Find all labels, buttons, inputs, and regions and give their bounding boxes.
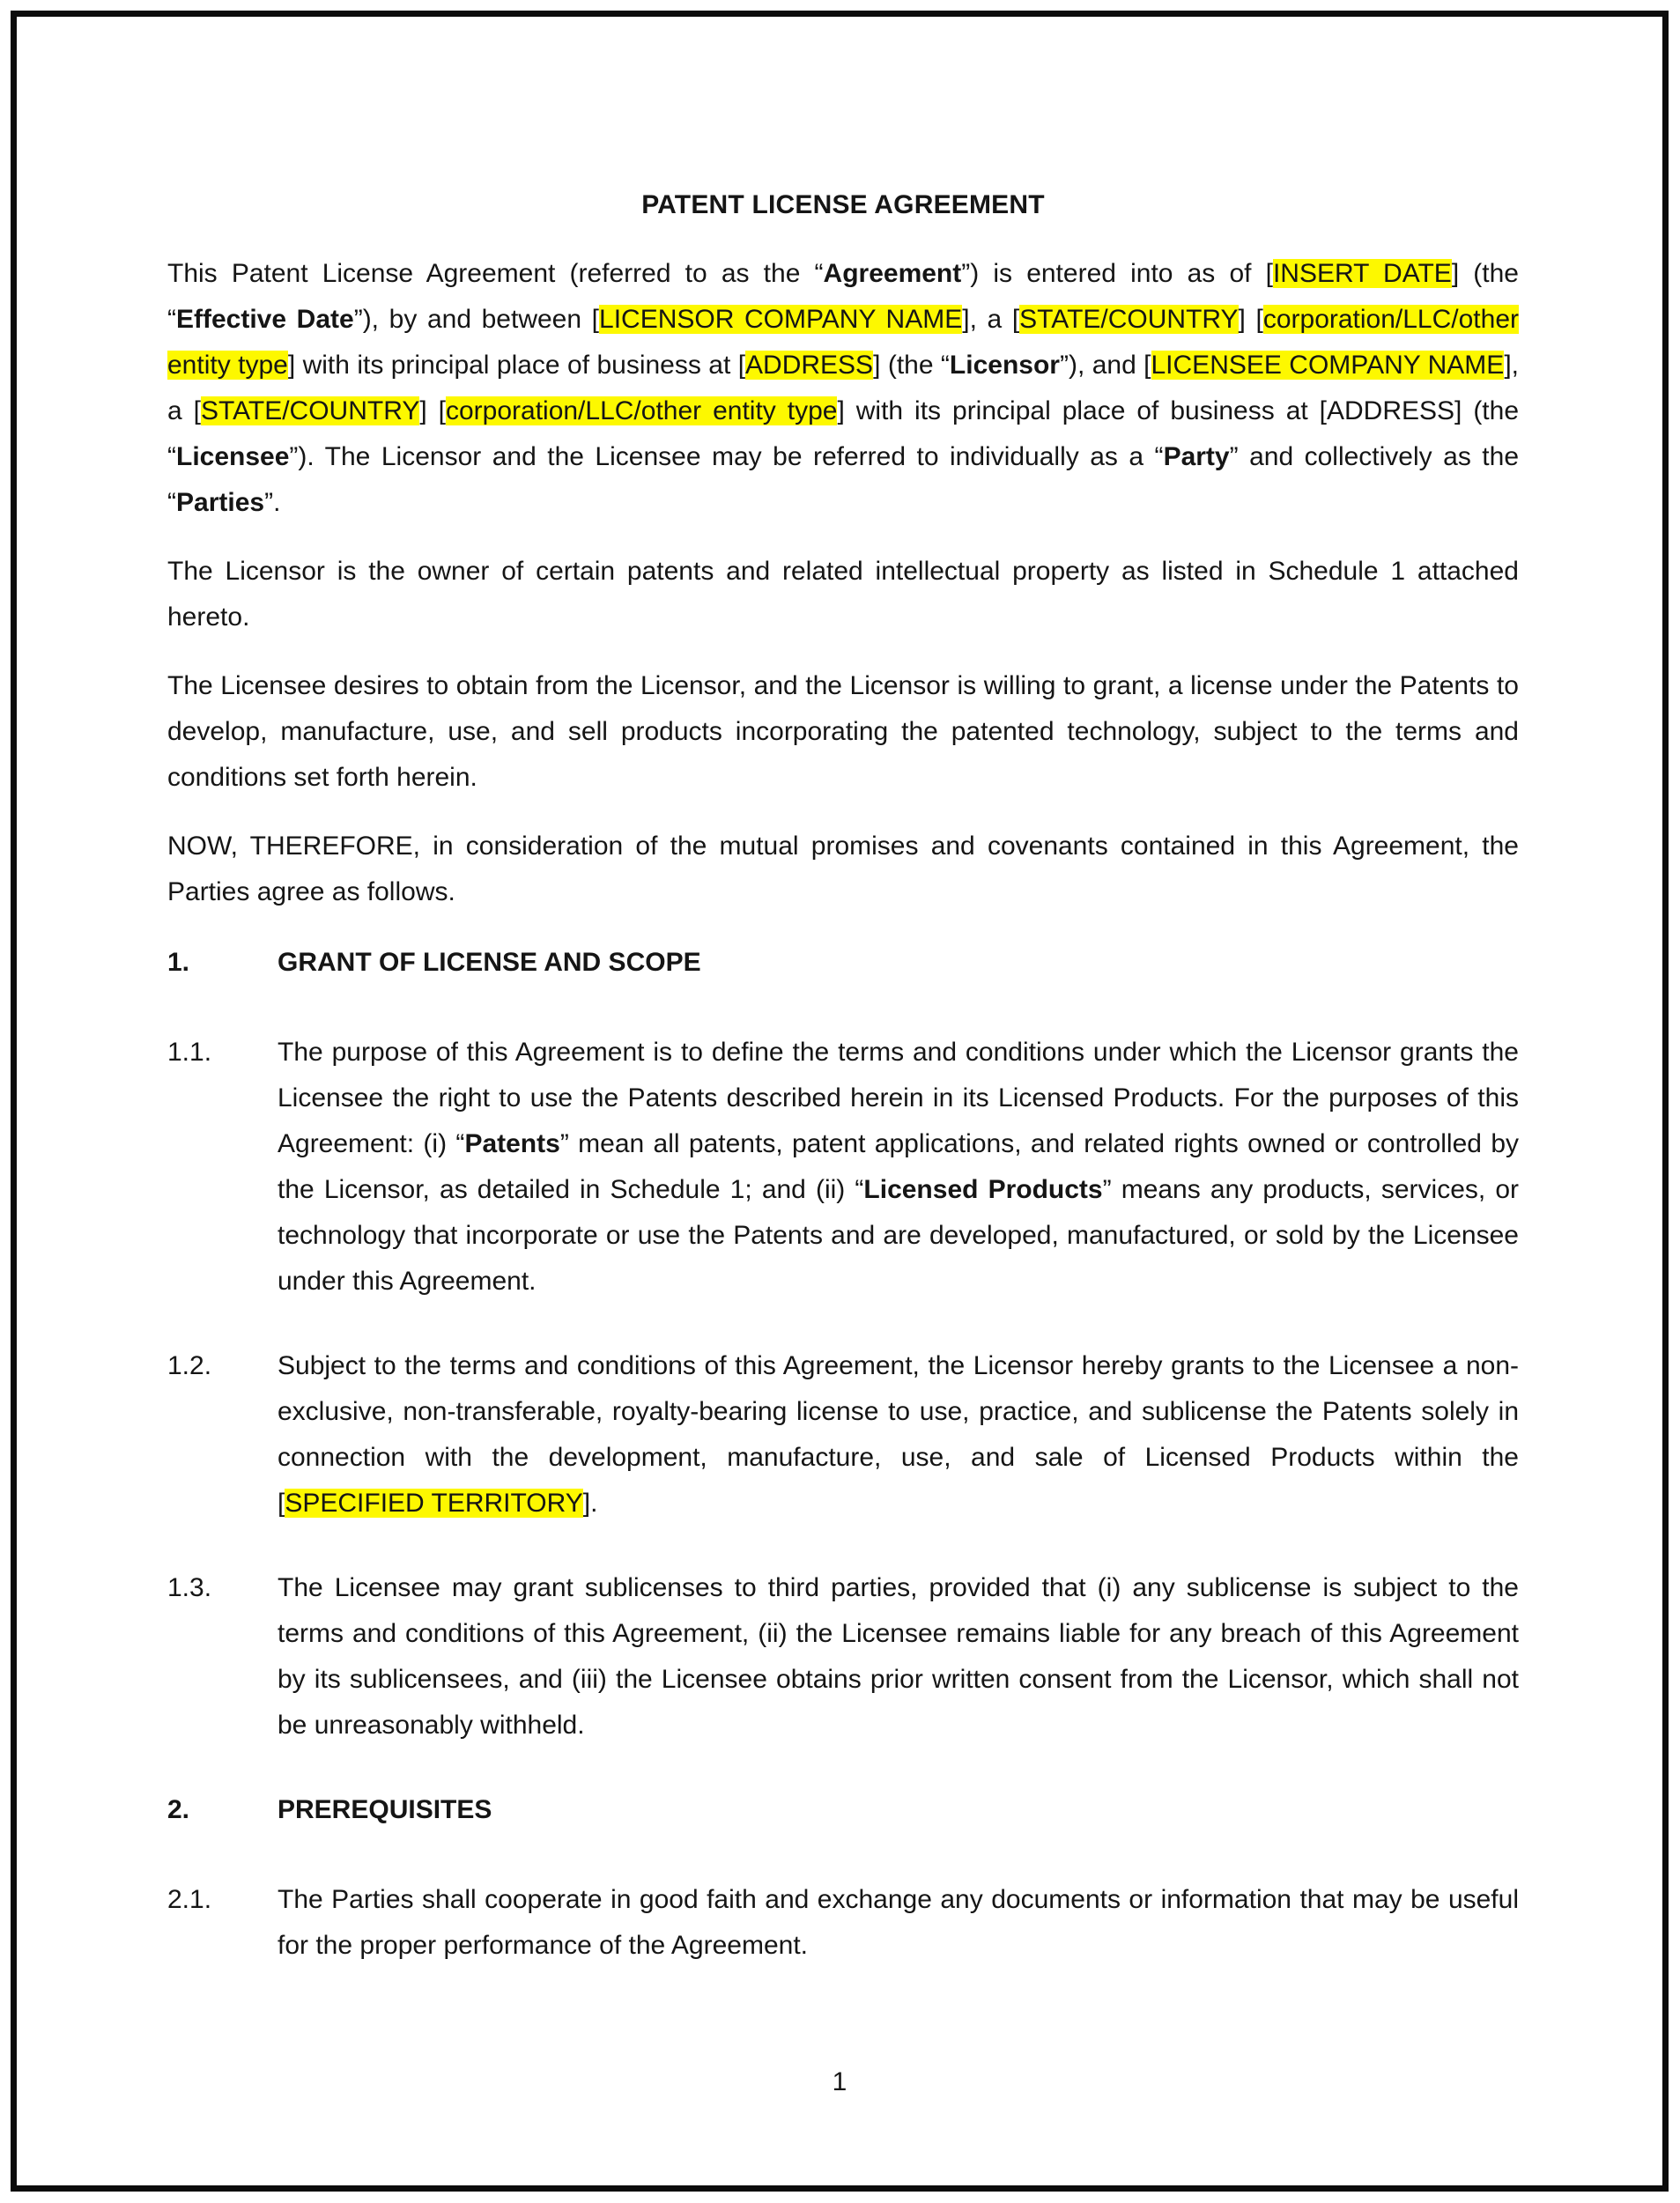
text-run: The Licensor is the owner of certain patents and related intellectual property as listed in Schedule 1 attached hereto. xyxy=(167,557,1519,632)
section-number: 2. xyxy=(167,1795,190,1824)
text-run: ” mean all patents, patent applications, and related rights owned or controlled by the Licensor, as detailed in Schedule 1; and (ii) “ xyxy=(278,1129,1520,1204)
text-run: PREREQUISITES xyxy=(278,1795,492,1824)
highlighted-placeholder: ADDRESS xyxy=(745,351,874,380)
text-run: ] [ xyxy=(419,396,446,425)
text-run: ”) is entered into as of [ xyxy=(961,259,1273,288)
highlighted-placeholder: LICENSEE COMPANY NAME xyxy=(1151,351,1505,380)
paragraph-text xyxy=(167,824,1519,915)
text-run: Patents xyxy=(464,1129,560,1158)
text-run: ] [ xyxy=(1238,305,1263,334)
highlighted-placeholder: SPECIFIED TERRITORY xyxy=(285,1489,583,1518)
text-run: NOW, THEREFORE, in consideration of the mutual promises and covenants contained in this Agreement, the Parties agree as follows. xyxy=(167,832,1519,906)
text-run: Licensee xyxy=(176,442,290,471)
text-run: ]. xyxy=(582,1489,598,1518)
paragraph-text xyxy=(167,549,1519,640)
highlighted-placeholder: corporation/LLC/other entity type xyxy=(445,396,838,425)
text-run: ”. xyxy=(264,488,281,517)
paragraph-text xyxy=(278,1787,492,1833)
text-run: Subject to the terms and conditions of this Agreement, the Licensor hereby grants to the Licensee a non-exclusive, non-transferable, royalty-bearing license to use, practice, and sublicense the Patents solely in connection with the development, manufacture, use, and sale of Licensed Products within the [ xyxy=(278,1351,1519,1518)
text-run: The Licensee desires to obtain from the Licensor, and the Licensor is willing to grant, a license under the Patents to develop, manufacture, use, and sell products incorporating the patented technology, subject to the terms and conditions set forth herein. xyxy=(167,671,1519,792)
document-body xyxy=(167,251,1519,1969)
section-heading xyxy=(167,940,1519,986)
text-run: ] (the “ xyxy=(873,351,950,380)
text-run: This Patent License Agreement (referred to as the “ xyxy=(167,259,824,288)
doc-paragraph xyxy=(167,663,1519,801)
highlighted-placeholder: LICENSOR COMPANY NAME xyxy=(599,305,963,334)
doc-paragraph xyxy=(167,549,1519,640)
paragraph-text xyxy=(167,251,1519,526)
document-title: PATENT LICENSE AGREEMENT xyxy=(641,190,1045,219)
text-run: Effective Date xyxy=(176,305,354,334)
highlighted-placeholder: STATE/COUNTRY xyxy=(200,396,420,425)
section-number: 2.1. xyxy=(167,1885,212,1914)
highlighted-placeholder: corporation/LLC/other entity type xyxy=(167,305,1519,380)
text-run: ” means any products, services, or technology that incorporate or use the Patents and are developed, manufactured, or sold by the Licensee under this Agreement. xyxy=(278,1175,1520,1296)
highlighted-placeholder: STATE/COUNTRY xyxy=(1019,305,1239,334)
clause-paragraph xyxy=(167,1030,1519,1305)
section-number: 1. xyxy=(167,948,190,977)
text-run: ” and collectively as the “ xyxy=(167,442,1520,517)
section-number: 1.1. xyxy=(167,1038,212,1067)
section-heading xyxy=(167,1787,1519,1833)
paragraph-text xyxy=(278,1030,1519,1305)
text-run: The Parties shall cooperate in good faith and exchange any documents or information that may be useful for the proper performance of the Agreement. xyxy=(278,1885,1519,1960)
doc-paragraph xyxy=(167,824,1519,915)
document-page xyxy=(11,11,1669,2192)
text-run: ”), and [ xyxy=(1059,351,1151,380)
text-run: ”). The Licensor and the Licensee may be referred to individually as a “ xyxy=(289,442,1164,471)
text-run: ], a [ xyxy=(167,351,1519,425)
clause-paragraph xyxy=(167,1565,1519,1748)
paragraph-text xyxy=(278,1877,1519,1969)
doc-paragraph xyxy=(167,251,1519,526)
paragraph-text xyxy=(278,1343,1519,1527)
page-number: 1 xyxy=(832,2067,847,2096)
text-run: Parties xyxy=(176,488,265,517)
paragraph-text xyxy=(167,663,1519,801)
paragraph-text xyxy=(278,1565,1519,1748)
text-run: ”), by and between [ xyxy=(353,305,600,334)
text-run: Licensor xyxy=(949,351,1060,380)
text-run: The Licensee may grant sublicenses to third parties, provided that (i) any sublicense is subject to the terms and conditions of this Agreement, (ii) the Licensee remains liable for any breach of this Agreement by its sublicensees, and (iii) the Licensee obtains prior written consent from the Licensor, which shall not be unreasonably withheld. xyxy=(278,1573,1519,1740)
text-run: The purpose of this Agreement is to define the terms and conditions under which the Licensor grants the Licensee the right to use the Patents described herein in its Licensed Products. For the purposes of this Agreement: (i) “ xyxy=(278,1038,1519,1158)
text-run: ] (the “ xyxy=(167,259,1519,334)
text-run: Party xyxy=(1163,442,1230,471)
text-run: Licensed Products xyxy=(863,1175,1103,1204)
text-run: Agreement xyxy=(823,259,962,288)
section-number: 1.2. xyxy=(167,1351,212,1380)
clause-paragraph xyxy=(167,1877,1519,1969)
text-run: ] with its principal place of business at [ xyxy=(287,351,746,380)
text-run: ], a [ xyxy=(962,305,1020,334)
highlighted-placeholder: INSERT DATE xyxy=(1272,259,1452,288)
document-content xyxy=(17,17,1662,1969)
clause-paragraph xyxy=(167,1343,1519,1527)
paragraph-text xyxy=(278,940,701,986)
text-run: ] with its principal place of business at [ADDRESS] (the “ xyxy=(167,396,1520,471)
section-number: 1.3. xyxy=(167,1573,212,1602)
text-run: GRANT OF LICENSE AND SCOPE xyxy=(278,948,701,977)
